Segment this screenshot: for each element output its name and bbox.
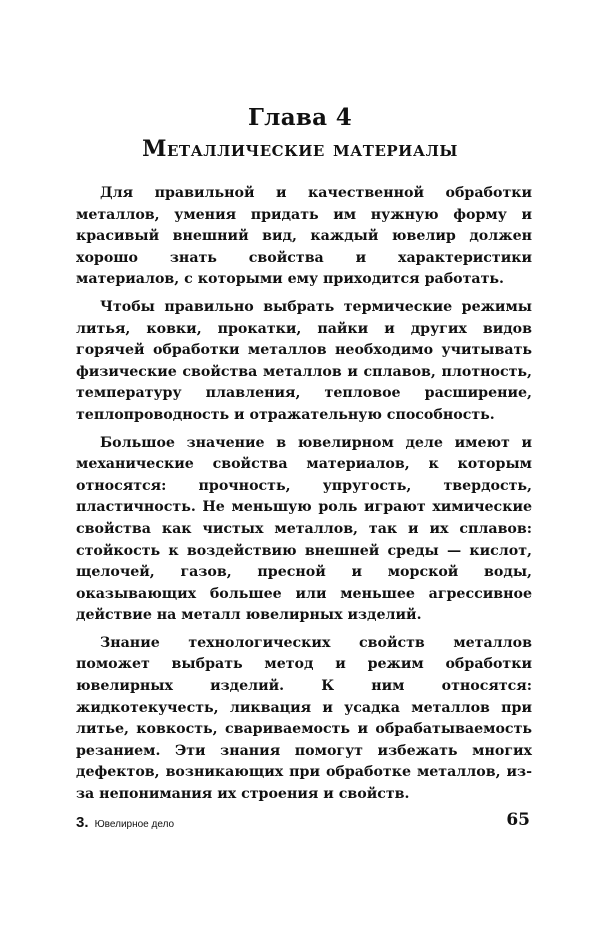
chapter-number: Глава 4 (248, 104, 352, 131)
paragraph-4: Знание технологических свойств металлов поможет выбрать метод и режим обработки ювелирных изделий. К ним относятся: жидкотекучесть, ликвация и усадка металлов при литье, ковкость, свариваемость и обрабатываемость резанием. Эти знания помогут избежать многих дефектов, возникающих при обработке металлов, из-за непонимания их строения и свойств. (76, 634, 532, 803)
paragraph-1: Для правильной и качественной обработки металлов, умения придать им нужную форму и красивый внешний вид, каждый ювелир должен хорошо знать свойства и характеристики материалов, с которыми ему приходится работать. (76, 185, 532, 288)
signature-number: 3. (76, 814, 89, 831)
chapter-title: Металлические материалы (142, 136, 458, 162)
signature-text: Ювелирное дело (94, 819, 175, 830)
paragraph-3: Большое значение в ювелирном деле имеют и механические свойства материалов, к которым относятся: прочность, упругость, твердость, пластичность. Не меньшую роль играют химические свойства как чистых металлов, так и их сплавов: стойкость к воздействию внешней среды — кислот, щелочей, газов, пресной и морской воды, оказывающих большее или меньшее агрессивное действие на металл ювелирных изделий. (76, 434, 532, 624)
body-text (76, 183, 532, 812)
page-number: 65 (506, 810, 530, 830)
paragraph-2: Чтобы правильно выбрать термические режимы литья, ковки, прокатки, пайки и других видов горячей обработки металлов необходимо учитывать физические свойства металлов и сплавов, плотность, температуру плавления, тепловое расширение, теплопроводность и отражательную способность. (76, 298, 532, 423)
signature-mark (76, 814, 174, 831)
